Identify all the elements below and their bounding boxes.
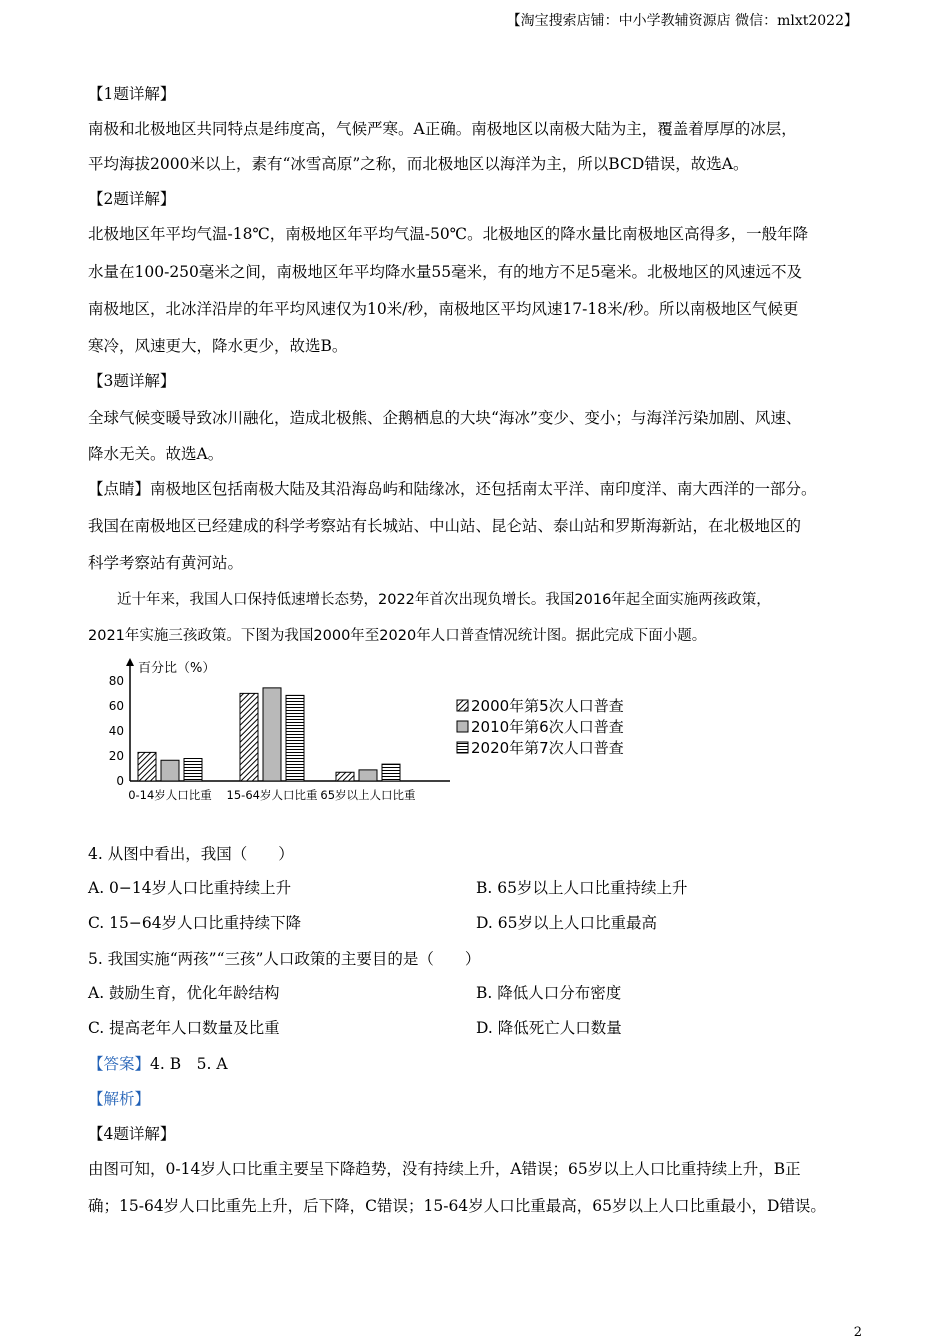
intro-line-2: 2021年实施三孩政策。下图为我国2000年至2020年人口普查情况统计图。据此完成下面小题。: [88, 628, 707, 644]
q1-line-2: 平均海拔2000米以上，素有“冰雪高原”之称，而北极地区以海洋为主，所以BCD错误，故选A。: [88, 155, 749, 173]
answer-text: 4. B 5. A: [150, 1055, 228, 1073]
q4-detail-title: 【4题详解】: [88, 1125, 176, 1143]
legend-label: 2000年第5次人口普查: [471, 697, 624, 715]
q5-option-b[interactable]: B. 降低人口分布密度: [476, 984, 622, 1002]
header-note: 【淘宝搜索店铺：中小学教辅资源店 微信：mlxt2022】: [506, 13, 858, 29]
q2-line-3: 南极地区，北冰洋沿岸的年平均风速仅为10米/秒，南极地区平均风速17-18米/秒。所以南极地区气候更: [88, 300, 799, 318]
x-tick-label: 15-64岁人口比重: [226, 788, 318, 802]
q3-line-1: 全球气候变暖导致冰川融化，造成北极熊、企鹅栖息的大块“海冰”变少、变小；与海洋污染加剧、风速、: [88, 409, 802, 427]
bar: [286, 695, 304, 781]
legend-swatch: [457, 742, 468, 753]
q4-detail-line-1: 由图可知，0-14岁人口比重主要呈下降趋势，没有持续上升，A错误；65岁以上人口比重持续上升，B正: [88, 1160, 801, 1178]
q1-line-1: 南极和北极地区共同特点是纬度高，气候严寒。A正确。南极地区以南极大陆为主，覆盖着厚厚的冰层，: [88, 120, 797, 138]
q5-options: [88, 976, 878, 1046]
q5-option-a[interactable]: A. 鼓励生育，优化年龄结构: [88, 984, 280, 1002]
intro-line-1: 近十年来，我国人口保持低速增长态势，2022年首次出现负增长。我国2016年起全面实施两孩政策，: [117, 592, 771, 608]
y-tick-label: 80: [108, 674, 124, 688]
y-tick-label: 20: [108, 749, 124, 763]
y-tick-label: 40: [108, 724, 124, 738]
q3-line-2: 降水无关。故选A。: [88, 445, 224, 463]
bar: [263, 688, 281, 781]
q4-stem: 4. 从图中看出，我国（ ）: [88, 845, 294, 863]
answer-label: 【答案】: [88, 1055, 151, 1073]
q5-option-c[interactable]: C. 提高老年人口数量及比重: [88, 1019, 280, 1037]
population-census-chart: [105, 656, 645, 806]
q2-line-4: 寒冷，风速更大，降水更少，故选B。: [88, 337, 348, 355]
analysis-label: 【解析】: [88, 1090, 151, 1108]
q4-option-d[interactable]: D. 65岁以上人口比重最高: [476, 914, 657, 932]
bar: [359, 770, 377, 781]
y-axis-arrow: [126, 658, 134, 666]
q4-option-a[interactable]: A. 0−14岁人口比重持续上升: [88, 879, 292, 897]
q3-title: 【3题详解】: [88, 372, 176, 390]
y-tick-label: 0: [116, 774, 124, 788]
legend-swatch: [457, 721, 468, 732]
dianjing-line-2: 我国在南极地区已经建成的科学考察站有长城站、中山站、昆仑站、泰山站和罗斯海新站，在北极地区的: [88, 517, 802, 535]
bar: [336, 772, 354, 781]
bar: [138, 752, 156, 781]
y-tick-label: 60: [108, 699, 124, 713]
q2-line-1: 北极地区年平均气温-18℃，南极地区年平均气温-50℃。北极地区的降水量比南极地区高得多，一般年降: [88, 225, 809, 243]
dianjing-line-3: 科学考察站有黄河站。: [88, 554, 244, 572]
legend-swatch: [457, 700, 468, 711]
q5-option-d[interactable]: D. 降低死亡人口数量: [476, 1019, 622, 1037]
legend-label: 2010年第6次人口普查: [471, 718, 624, 736]
q4-options: [88, 871, 878, 941]
chart-legend: [457, 697, 624, 757]
q2-title: 【2题详解】: [88, 190, 176, 208]
legend-label: 2020年第7次人口普查: [471, 739, 624, 757]
q5-stem: 5. 我国实施“两孩”“三孩”人口政策的主要目的是（ ）: [88, 950, 481, 968]
chart-bars: [138, 688, 400, 781]
x-tick-label: 0-14岁人口比重: [128, 788, 212, 802]
q4-option-b[interactable]: B. 65岁以上人口比重持续上升: [476, 879, 688, 897]
q1-title: 【1题详解】: [88, 85, 176, 103]
page-number: 2: [853, 1325, 862, 1340]
q4-detail-line-2: 确；15-64岁人口比重先上升，后下降，C错误；15-64岁人口比重最高，65岁以上人口比重最小，D错误。: [88, 1197, 826, 1215]
y-axis-label: 百分比（%）: [138, 661, 216, 676]
bar: [240, 693, 258, 781]
dianjing-line-1: 【点睛】南极地区包括南极大陆及其沿海岛屿和陆缘冰，还包括南太平洋、南印度洋、南大西洋的一部分。: [88, 480, 817, 498]
bar: [161, 760, 179, 781]
answer-line: [88, 1046, 228, 1082]
bar: [382, 764, 400, 781]
bar: [184, 759, 202, 782]
q4-option-c[interactable]: C. 15−64岁人口比重持续下降: [88, 914, 302, 932]
x-tick-label: 65岁以上人口比重: [320, 788, 416, 802]
q2-line-2: 水量在100-250毫米之间，南极地区年平均降水量55毫米，有的地方不足5毫米。北极地区的风速远不及: [88, 263, 802, 281]
